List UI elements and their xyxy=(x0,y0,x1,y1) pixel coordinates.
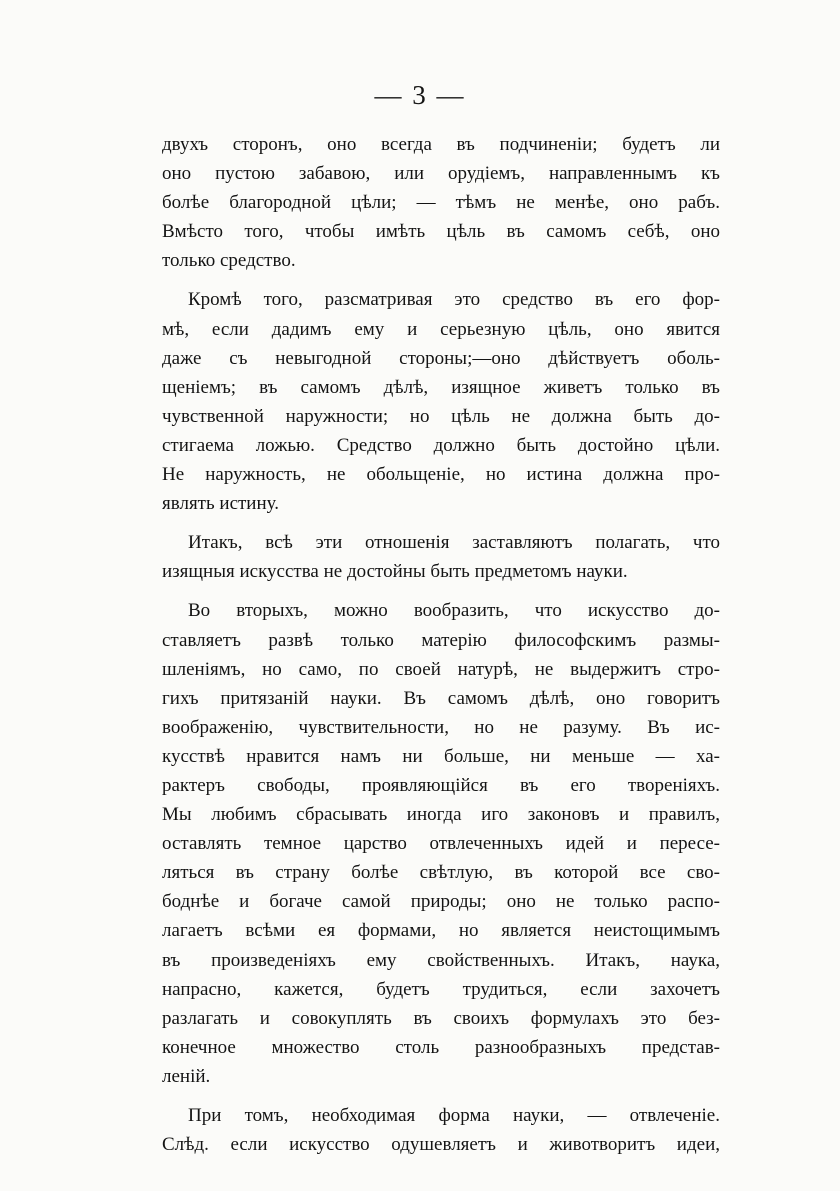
text-line: даже съ невыгодной стороны;—оно дѣйствуетъ оболь- xyxy=(162,347,720,369)
text-line: гихъ притязаній науки. Въ самомъ дѣлѣ, оно говоритъ xyxy=(162,687,720,709)
text-line: шленіямъ, но само, по своей натурѣ, не выдержитъ стро- xyxy=(162,658,720,680)
text-line: двухъ сторонъ, оно всегда въ подчиненіи; будетъ ли xyxy=(162,134,720,155)
text-line: изящныя искусства не достойны быть предметомъ науки. xyxy=(162,561,628,583)
paragraph-2 xyxy=(162,285,720,518)
text-line: мѣ, если дадимъ ему и серьезную цѣль, оно явится xyxy=(162,318,720,340)
text-line: являть истину. xyxy=(162,493,279,515)
text-line: ставляетъ развѣ только матерію философскимъ размы- xyxy=(162,629,720,651)
text-line: рактеръ свободы, проявляющійся въ его твореніяхъ. xyxy=(162,774,720,796)
paragraph-3 xyxy=(162,528,720,586)
text-line: воображенію, чувствительности, но не разуму. Въ ис- xyxy=(162,716,720,738)
text-line: Кромѣ того, разсматривая это средство въ его фор- xyxy=(188,289,720,311)
text-line: въ произведеніяхъ ему свойственныхъ. Итакъ, наука, xyxy=(162,949,720,971)
text-line: кусствѣ нравится намъ ни больше, ни меньше — ха- xyxy=(162,745,720,767)
text-line: болѣе благородной цѣли; — тѣмъ не менѣе, оно рабъ. xyxy=(162,192,720,214)
page-number: — 3 — xyxy=(374,80,466,110)
paragraph-gap xyxy=(162,275,720,285)
text-line: напрасно, кажется, будетъ трудиться, если захочетъ xyxy=(162,978,720,1000)
text-line: Не наружность, не обольщеніе, но истина должна про- xyxy=(162,464,720,486)
text-line: стигаема ложью. Средство должно быть достойно цѣли. xyxy=(162,434,720,456)
text-line: Мы любимъ сбрасывать иногда иго законовъ и правилъ, xyxy=(162,804,720,826)
text-line: Итакъ, всѣ эти отношенія заставляютъ полагать, что xyxy=(188,532,720,554)
paragraph-5 xyxy=(162,1101,720,1159)
paragraph-1 xyxy=(162,130,720,275)
paragraph-gap xyxy=(162,1091,720,1101)
text-line: щеніемъ; въ самомъ дѣлѣ, изящное живетъ только въ xyxy=(162,376,720,398)
text-line: Слѣд. если искусство одушевляетъ и животворитъ идеи, xyxy=(162,1134,720,1156)
paragraph-gap xyxy=(162,586,720,596)
text-line: только средство. xyxy=(162,250,296,272)
text-line: Во вторыхъ, можно вообразить, что искусство до- xyxy=(188,600,720,622)
text-body xyxy=(162,130,720,1159)
text-line: оставлять темное царство отвлеченныхъ идей и пересе- xyxy=(162,833,720,855)
paragraph-4 xyxy=(162,596,720,1091)
text-line: леній. xyxy=(162,1065,211,1087)
text-line: оно пустою забавою, или орудіемъ, направленнымъ къ xyxy=(162,163,720,185)
text-line: ляться въ страну болѣе свѣтлую, въ которой все сво- xyxy=(162,862,720,884)
text-line: лагаетъ всѣми ея формами, но является неистощимымъ xyxy=(162,920,720,942)
text-line: При томъ, необходимая форма науки, — отвлеченіе. xyxy=(188,1105,720,1126)
text-line: чувственной наружности; но цѣль не должна быть до- xyxy=(162,405,720,427)
paragraph-gap xyxy=(162,518,720,528)
text-line: Вмѣсто того, чтобы имѣть цѣль въ самомъ себѣ, оно xyxy=(162,221,720,243)
text-line: конечное множество столь разнообразныхъ представ- xyxy=(162,1036,720,1058)
text-line: боднѣе и богаче самой природы; оно не только распо- xyxy=(162,891,720,913)
text-line: разлагать и совокуплять въ своихъ формулахъ это без- xyxy=(162,1007,720,1029)
